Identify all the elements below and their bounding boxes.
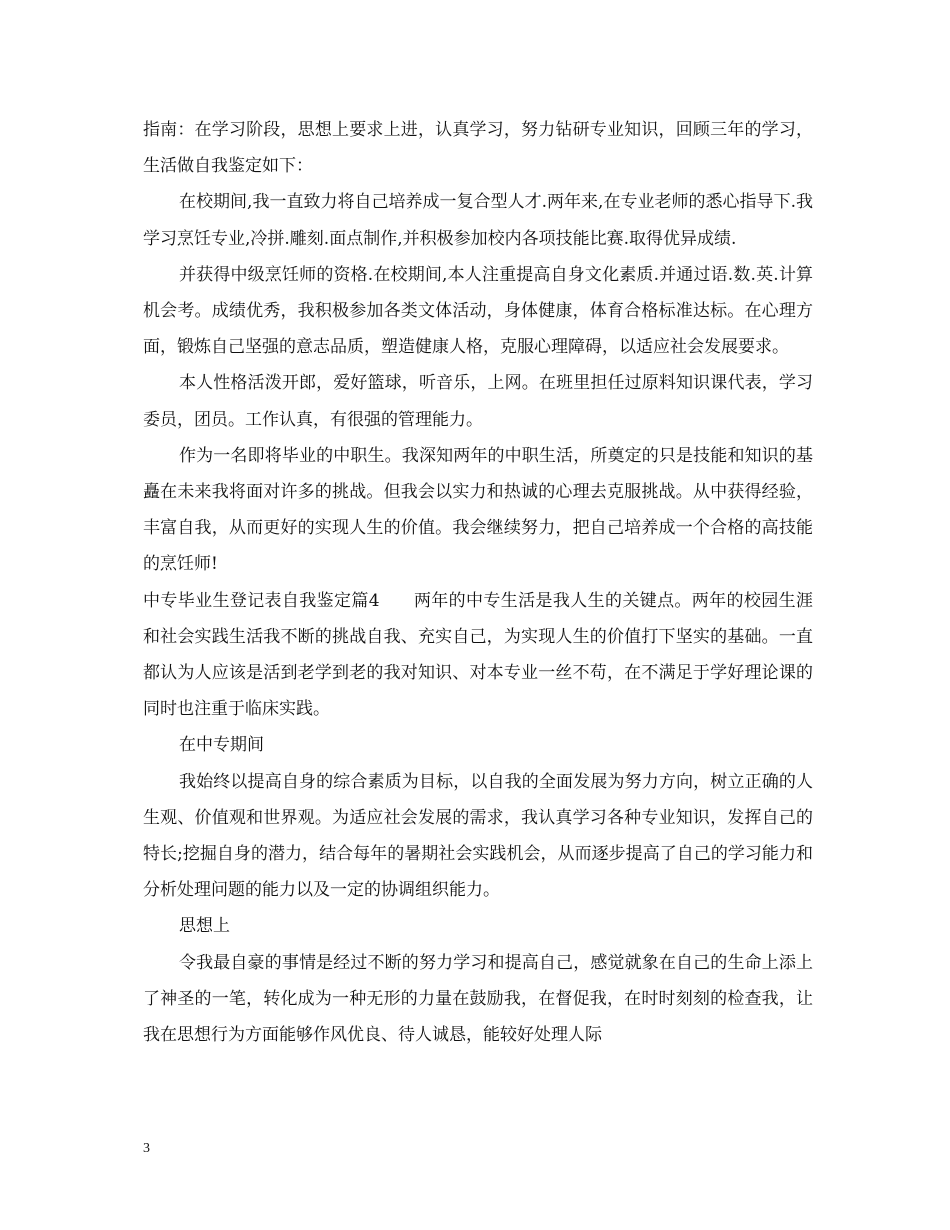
- page-number: 3: [143, 1141, 150, 1156]
- paragraph-school-period: 在校期间,我一直致力将自己培养成一复合型人才.两年来,在专业老师的悉心指导下.我学习烹饪专业,冷拼.雕刻.面点制作,并积极参加校内各项技能比赛.取得优异成绩.: [143, 192, 813, 249]
- paragraph-subheading-thought: 思想上: [179, 916, 230, 937]
- paragraph-subheading-period: 在中专期间: [179, 735, 264, 756]
- paragraph-proud: 令我最自豪的事情是经过不断的努力学习和提高自己，感觉就象在自己的生命上添上了神圣的一笔，转化成为一种无形的力量在鼓励我，在督促我，在时时刻刻的检查我，让我在思想行为方面能够作风优良、待人诚恳，能较好处理人际: [143, 952, 813, 1046]
- paragraph-section-4: [143, 583, 813, 728]
- paragraph-graduate: 作为一名即将毕业的中职生。我深知两年的中职生活，所奠定的只是技能和知识的基矗在未来我将面对许多的挑战。但我会以实力和热诚的心理去克服挑战。从中获得经验，丰富自我，从而更好的实现人生的价值。我会继续努力，把自己培养成一个合格的高技能的烹饪师!: [143, 445, 813, 575]
- section-heading: 中专毕业生登记表自我鉴定篇4: [143, 590, 380, 611]
- paragraph-quality-goal: 我始终以提高自身的综合素质为目标，以自我的全面发展为努力方向，树立正确的人生观、价值观和世界观。为适应社会发展的需求，我认真学习各种专业知识，发挥自己的特长;挖掘自身的潜力，结合每年的暑期社会实践机会，从而逐步提高了自己的学习能力和分析处理问题的能力以及一定的协调组织能力。: [143, 771, 813, 901]
- paragraph-personality: 本人性格活泼开郎，爱好篮球，听音乐，上网。在班里担任过原料知识课代表，学习委员，团员。工作认真，有很强的管理能力。: [143, 373, 813, 430]
- paragraph-qualification: 并获得中级烹饪师的资格.在校期间,本人注重提高自身文化素质.并通过语.数.英.计算机会考。成绩优秀，我积极参加各类文体活动，身体健康，体育合格标准达标。在心理方面，锻炼自己坚强的意志品质，塑造健康人格，克服心理障碍，以适应社会发展要求。: [143, 264, 813, 358]
- section-4-text: 两年的中专生活是我人生的关键点。两年的校园生涯和社会实践生活我不断的挑战自我、充实自己，为实现人生的价值打下坚实的基础。一直都认为人应该是活到老学到老的我对知识、对本专业一丝不苟，在不满足于学好理论课的同时也注重于临床实践。: [143, 590, 813, 720]
- paragraph-intro: 指南：在学习阶段，思想上要求上进，认真学习，努力钻研专业知识，回顾三年的学习，生活做自我鉴定如下：: [143, 120, 813, 177]
- document-body: [143, 112, 813, 1053]
